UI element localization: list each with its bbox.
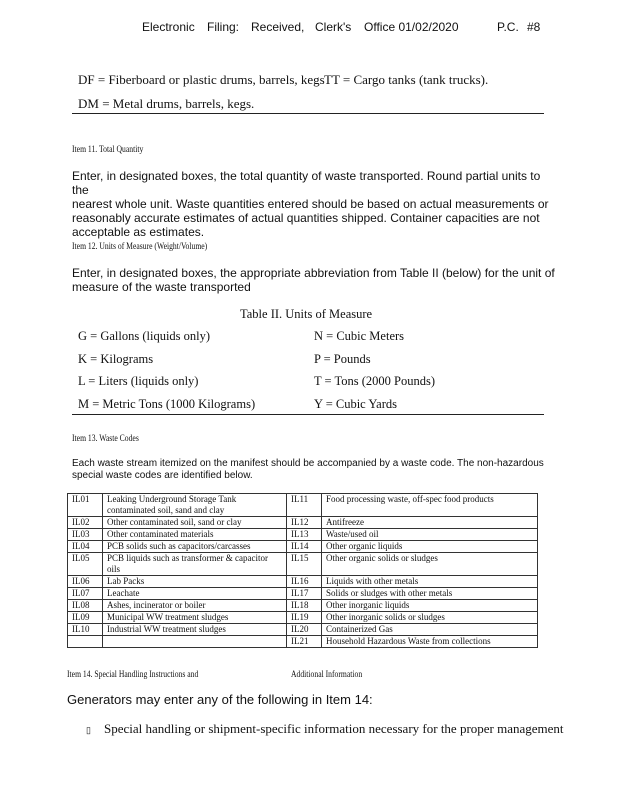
table-row <box>68 553 538 576</box>
description-cell: Municipal WW treatment sludges <box>103 612 287 624</box>
description-cell: Other contaminated materials <box>103 529 287 541</box>
divider <box>72 414 544 415</box>
header-clerks: Clerk's <box>315 20 352 34</box>
item11-paragraph <box>72 169 552 239</box>
item12-line-2: measure of the waste transported <box>72 280 251 294</box>
header-filing: Filing: <box>207 20 240 34</box>
code-cell: IL08 <box>68 600 103 612</box>
description-cell: Solids or sludges with other metals <box>322 588 538 600</box>
square-bullet-icon: ▯ <box>86 725 91 735</box>
description-cell: Other organic solids or sludges <box>322 553 538 576</box>
legend-tt: TT = Cargo tanks (tank trucks). <box>324 72 489 87</box>
item11-line-1: Enter, in designated boxes, the total quantity of waste transported. Round partial units to the <box>72 169 541 197</box>
description-cell: Liquids with other metals <box>322 576 538 588</box>
table2-row-1-left: G = Gallons (liquids only) <box>78 329 211 343</box>
code-cell: IL12 <box>287 517 322 529</box>
item13-line-1: Each waste stream itemized on the manifest should be accompanied by a waste code. The non-hazardous <box>72 458 544 469</box>
code-cell: IL21 <box>287 636 322 648</box>
item11-line-3: reasonably accurate estimates of actual quantities shipped. Container capacities are not <box>72 211 540 225</box>
code-cell: IL11 <box>287 494 322 517</box>
table-row <box>68 588 538 600</box>
table2-row-2-left: K = Kilograms <box>78 352 154 366</box>
code-cell: IL15 <box>287 553 322 576</box>
legend-dm: DM = Metal drums, barrels, kegs. <box>78 96 255 111</box>
item14-bullet-1: Special handling or shipment-specific information necessary for the proper management <box>104 721 564 736</box>
description-cell: Other contaminated soil, sand or clay <box>103 517 287 529</box>
description-cell: Ashes, incinerator or boiler <box>103 600 287 612</box>
item11-heading: Item 11. Total Quantity <box>72 144 144 154</box>
description-cell: PCB solids such as capacitors/carcasses <box>103 541 287 553</box>
header-office-date: Office 01/02/2020 <box>364 20 459 34</box>
item13-heading: Item 13. Waste Codes <box>72 433 139 443</box>
description-cell: Leachate <box>103 588 287 600</box>
code-cell: IL20 <box>287 624 322 636</box>
code-cell: IL10 <box>68 624 103 636</box>
table2-row-4-right: Y = Cubic Yards <box>314 397 397 411</box>
code-cell: IL04 <box>68 541 103 553</box>
description-cell: Leaking Underground Storage Tank contaminated soil, sand and clay <box>103 494 287 517</box>
header-received: Received, <box>251 20 305 34</box>
divider <box>72 113 544 114</box>
table2-row-3-left: L = Liters (liquids only) <box>78 374 199 388</box>
item12-line-1: Enter, in designated boxes, the appropriate abbreviation from Table II (below) for the unit of <box>72 266 555 280</box>
description-cell: Lab Packs <box>103 576 287 588</box>
table-row <box>68 624 538 636</box>
description-cell: Waste/used oil <box>322 529 538 541</box>
item13-line-2: special waste codes are identified below. <box>72 470 253 481</box>
table-row <box>68 600 538 612</box>
code-cell: IL14 <box>287 541 322 553</box>
item12-heading: Item 12. Units of Measure (Weight/Volume) <box>72 241 208 251</box>
table2-title: Table II. Units of Measure <box>240 307 373 321</box>
code-cell: IL17 <box>287 588 322 600</box>
code-cell: IL05 <box>68 553 103 576</box>
code-cell: IL01 <box>68 494 103 517</box>
table-row <box>68 517 538 529</box>
code-cell: IL18 <box>287 600 322 612</box>
waste-codes-table <box>67 493 538 648</box>
table2-row-4-left: M = Metric Tons (1000 Kilograms) <box>78 397 256 411</box>
table-row <box>68 576 538 588</box>
code-cell: IL03 <box>68 529 103 541</box>
code-cell: IL09 <box>68 612 103 624</box>
table2-row-3-right: T = Tons (2000 Pounds) <box>314 374 436 388</box>
description-cell: Antifreeze <box>322 517 538 529</box>
item14-heading-left: Item 14. Special Handling Instructions and <box>67 669 199 679</box>
code-cell: IL19 <box>287 612 322 624</box>
description-cell: Other inorganic solids or sludges <box>322 612 538 624</box>
description-cell: Industrial WW treatment sludges <box>103 624 287 636</box>
item11-line-2: nearest whole unit. Waste quantities entered should be based on actual measurements or <box>72 197 549 211</box>
table-row <box>68 636 538 648</box>
code-cell: IL02 <box>68 517 103 529</box>
code-cell: IL06 <box>68 576 103 588</box>
code-cell: IL07 <box>68 588 103 600</box>
description-cell: Household Hazardous Waste from collections <box>322 636 538 648</box>
table2-row-1-right: N = Cubic Meters <box>314 329 405 343</box>
description-cell: Containerized Gas <box>322 624 538 636</box>
description-cell: Other inorganic liquids <box>322 600 538 612</box>
item12-paragraph <box>72 266 562 294</box>
code-cell: IL16 <box>287 576 322 588</box>
table-row <box>68 612 538 624</box>
legend-df: DF = Fiberboard or plastic drums, barrels, kegs <box>78 72 325 87</box>
code-cell: IL13 <box>287 529 322 541</box>
item14-heading-right: Additional Information <box>291 669 363 679</box>
item14-intro: Generators may enter any of the following in Item 14: <box>67 692 373 707</box>
header-electronic: Electronic <box>142 20 195 34</box>
description-cell: Other organic liquids <box>322 541 538 553</box>
description-cell: Food processing waste, off-spec food products <box>322 494 538 517</box>
table-row <box>68 541 538 553</box>
code-cell <box>68 636 103 648</box>
item13-paragraph <box>72 458 544 482</box>
header-pc: P.C. <box>497 20 519 34</box>
table-row <box>68 529 538 541</box>
description-cell <box>103 636 287 648</box>
table-row <box>68 494 538 517</box>
table2-row-2-right: P = Pounds <box>314 352 371 366</box>
description-cell: PCB liquids such as transformer & capacitor oils <box>103 553 287 576</box>
header-page-number: #8 <box>527 20 541 34</box>
item11-line-4: acceptable as estimates. <box>72 225 205 239</box>
